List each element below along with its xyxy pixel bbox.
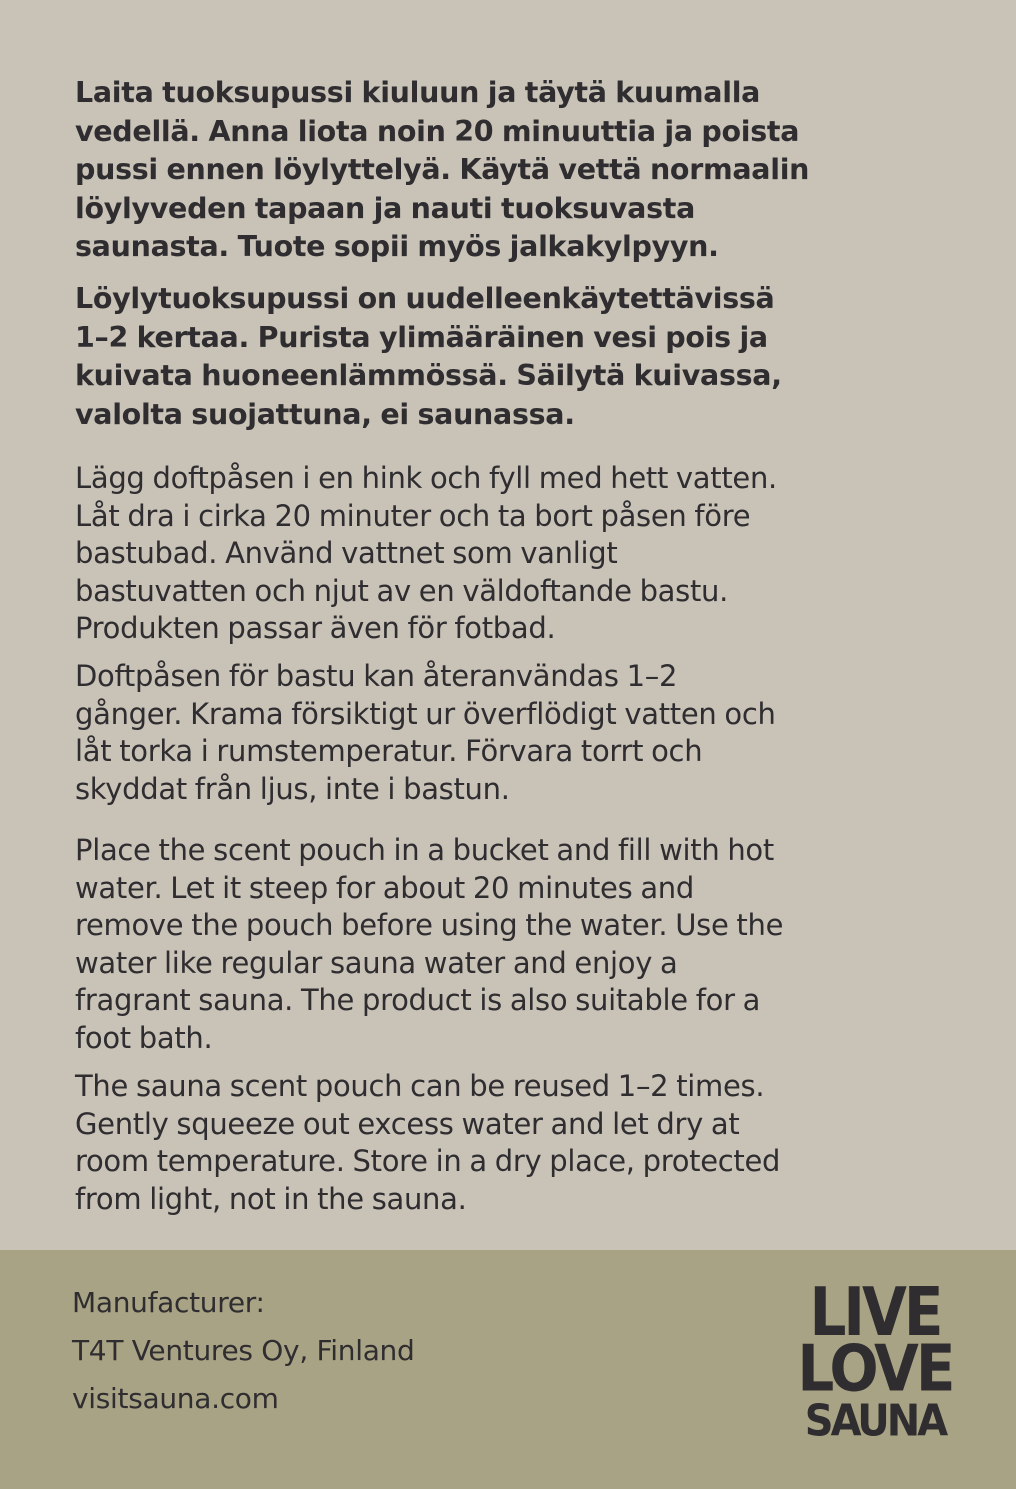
logo-icon	[790, 1276, 960, 1446]
logo-word-2: LOVE	[797, 1331, 953, 1407]
live-love-sauna-logo	[790, 1276, 960, 1446]
manufacturer-company: T4T Ventures Oy, Finland	[72, 1334, 415, 1367]
english-usage-text: Place the scent pouch in a bucket and fill with hot water. Let it steep for about 20 minutes and remove the pouch before using the water. Use the water like regular sauna water and enjoy a fragrant sauna. The product is also suitable for a foot bath.	[75, 833, 784, 1055]
english-reuse-text: The sauna scent pouch can be reused 1–2 times. Gently squeeze out excess water and let dry at room temperature. Store in a dry place, protected from light, not in the sauna.	[75, 1069, 781, 1216]
website-link[interactable]: visitsauna.com	[72, 1382, 279, 1415]
swedish-usage-text: Lägg doftpåsen i en hink och fyll med hett vatten. Låt dra i cirka 20 minuter och ta bort påsen före bastubad. Använd vattnet som vanligt bastuvatten och njut av en väldoftande bastu. Produkten passar även för fotbad.	[75, 461, 777, 645]
manufacturer-label: Manufacturer:	[72, 1286, 265, 1319]
logo-word-1: LIVE	[809, 1276, 941, 1352]
footer	[0, 1250, 1016, 1489]
finnish-usage-text: Laita tuoksupussi kiuluun ja täytä kuumalla vedellä. Anna liota noin 20 minuuttia ja poista pussi ennen löylyttelyä. Käytä vettä normaalin löylyveden tapaan ja nauti tuoksuvasta saunasta. Tuote sopii myös jalkakylpyyn.	[75, 76, 810, 263]
finnish-reuse-text: Löylytuoksupussi on uudelleenkäytettävissä 1–2 kertaa. Purista ylimääräinen vesi pois ja kuivata huoneenlämmössä. Säilytä kuivassa, valolta suojattuna, ei saunassa.	[75, 282, 782, 431]
swedish-reuse-text: Doftpåsen för bastu kan återanvändas 1–2 gånger. Krama försiktigt ur överflödigt vatten och låt torka i rumstemperatur. Förvara torrt och skyddat från ljus, inte i bastun.	[75, 659, 776, 806]
logo-word-3: SAUNA	[804, 1394, 946, 1446]
